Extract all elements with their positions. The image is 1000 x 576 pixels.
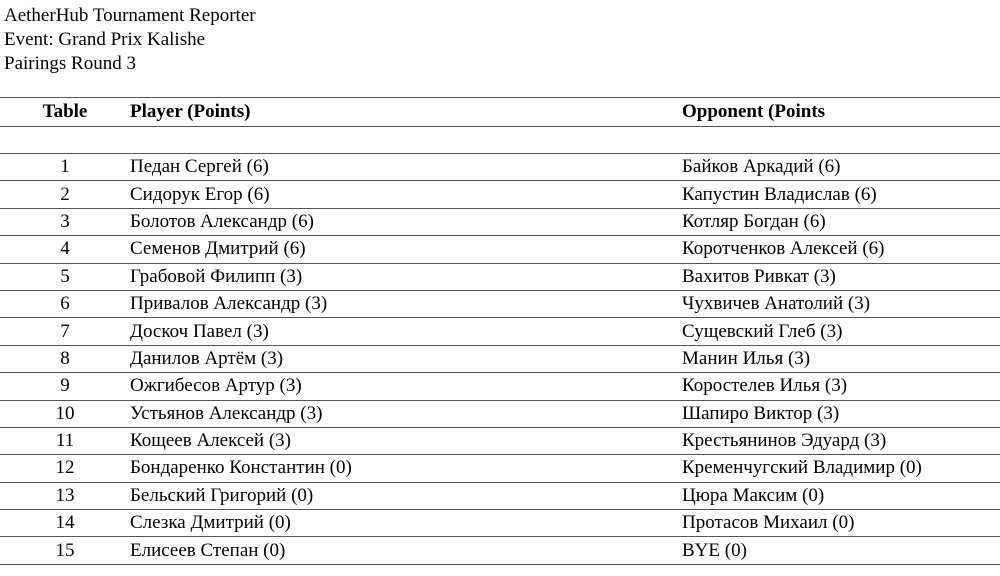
- cell-table-number: 15: [0, 537, 130, 564]
- cell-table-number: 8: [0, 345, 130, 372]
- cell-player: Педан Сергей (6): [130, 154, 682, 181]
- table-row: [0, 263, 1000, 290]
- cell-player: Слезка Дмитрий (0): [130, 510, 682, 537]
- column-header-opponent: Opponent (Points: [682, 98, 1000, 127]
- cell-opponent: Коростелев Илья (3): [682, 373, 1000, 400]
- table-spacer-row: [0, 127, 1000, 154]
- cell-table-number: 2: [0, 181, 130, 208]
- cell-table-number: 10: [0, 400, 130, 427]
- cell-table-number: 11: [0, 427, 130, 454]
- cell-table-number: 13: [0, 482, 130, 509]
- table-row: [0, 154, 1000, 181]
- cell-opponent: Капустин Владислав (6): [682, 181, 1000, 208]
- spacer-cell: [0, 127, 130, 154]
- table-row: [0, 537, 1000, 564]
- cell-opponent: Крестьянинов Эдуард (3): [682, 427, 1000, 454]
- table-row: [0, 345, 1000, 372]
- cell-player: Елисеев Степан (0): [130, 537, 682, 564]
- cell-opponent: Шапиро Виктор (3): [682, 400, 1000, 427]
- cell-table-number: 7: [0, 318, 130, 345]
- cell-player: Доскоч Павел (3): [130, 318, 682, 345]
- cell-table-number: 9: [0, 373, 130, 400]
- cell-player: Устьянов Александр (3): [130, 400, 682, 427]
- cell-table-number: 14: [0, 510, 130, 537]
- table-row: [0, 236, 1000, 263]
- cell-player: Грабовой Филипп (3): [130, 263, 682, 290]
- report-header: [4, 4, 256, 76]
- cell-player: Сидорук Егор (6): [130, 181, 682, 208]
- cell-player: Ожгибесов Артур (3): [130, 373, 682, 400]
- app-title: AetherHub Tournament Reporter: [4, 5, 256, 26]
- table-row: [0, 373, 1000, 400]
- table-row: [0, 427, 1000, 454]
- table-row: [0, 208, 1000, 235]
- table-header-row: [0, 98, 1000, 127]
- cell-table-number: 1: [0, 154, 130, 181]
- cell-player: Болотов Александр (6): [130, 208, 682, 235]
- cell-opponent: Байков Аркадий (6): [682, 154, 1000, 181]
- spacer-cell: [682, 127, 1000, 154]
- table-row: [0, 482, 1000, 509]
- pairings-table: [0, 97, 1000, 565]
- table-row: [0, 318, 1000, 345]
- cell-opponent: Вахитов Ривкат (3): [682, 263, 1000, 290]
- cell-opponent: Кременчугский Владимир (0): [682, 455, 1000, 482]
- cell-opponent: Чухвичев Анатолий (3): [682, 290, 1000, 317]
- cell-opponent: Цюра Максим (0): [682, 482, 1000, 509]
- table-row: [0, 181, 1000, 208]
- cell-table-number: 4: [0, 236, 130, 263]
- column-header-table: Table: [0, 98, 130, 127]
- event-name: Event: Grand Prix Kalishe: [4, 29, 206, 50]
- column-header-player: Player (Points): [130, 98, 682, 127]
- cell-opponent: Протасов Михаил (0): [682, 510, 1000, 537]
- cell-player: Бондаренко Константин (0): [130, 455, 682, 482]
- cell-player: Кощеев Алексей (3): [130, 427, 682, 454]
- round-title: Pairings Round 3: [4, 53, 136, 74]
- cell-opponent: BYE (0): [682, 537, 1000, 564]
- cell-table-number: 5: [0, 263, 130, 290]
- table-row: [0, 400, 1000, 427]
- table-row: [0, 455, 1000, 482]
- cell-opponent: Манин Илья (3): [682, 345, 1000, 372]
- cell-opponent: Коротченков Алексей (6): [682, 236, 1000, 263]
- cell-table-number: 12: [0, 455, 130, 482]
- spacer-cell: [130, 127, 682, 154]
- cell-player: Привалов Александр (3): [130, 290, 682, 317]
- cell-table-number: 6: [0, 290, 130, 317]
- cell-player: Семенов Дмитрий (6): [130, 236, 682, 263]
- cell-opponent: Котляр Богдан (6): [682, 208, 1000, 235]
- cell-player: Данилов Артём (3): [130, 345, 682, 372]
- cell-table-number: 3: [0, 208, 130, 235]
- cell-player: Бельский Григорий (0): [130, 482, 682, 509]
- table-row: [0, 290, 1000, 317]
- table-row: [0, 510, 1000, 537]
- cell-opponent: Сущевский Глеб (3): [682, 318, 1000, 345]
